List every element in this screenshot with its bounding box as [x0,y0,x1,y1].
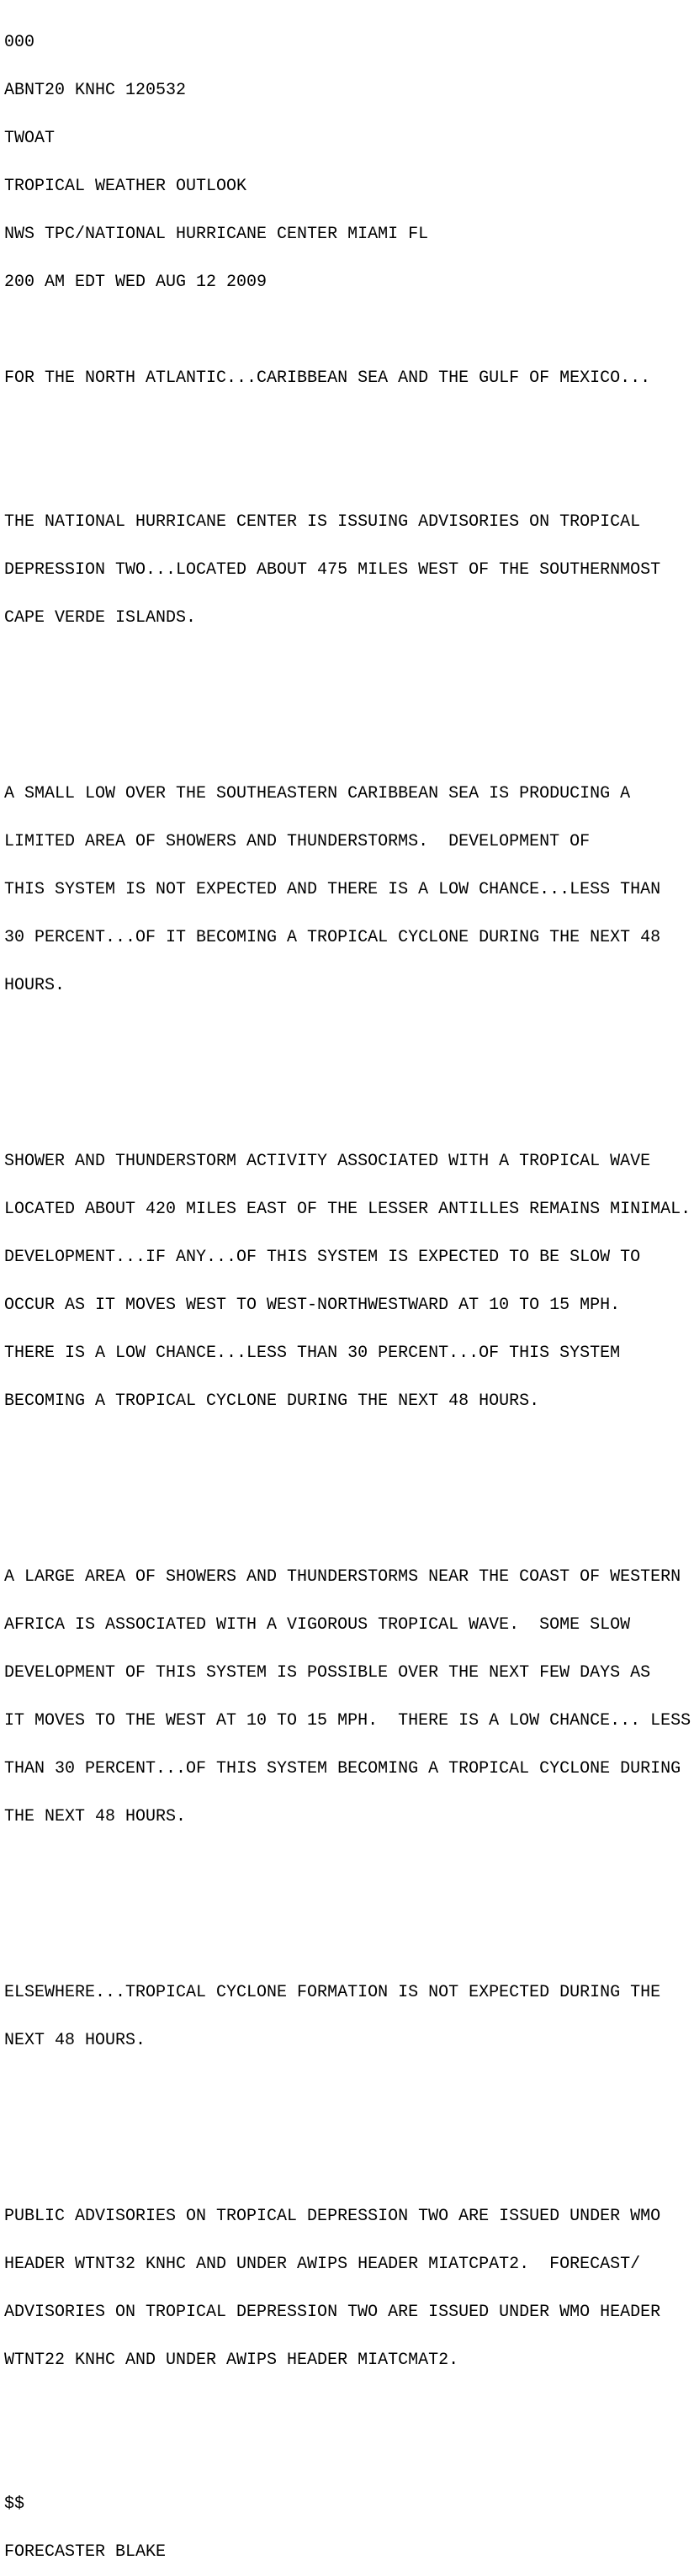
text-line: PUBLIC ADVISORIES ON TROPICAL DEPRESSION TWO ARE ISSUED UNDER WMO [4,2207,661,2226]
text-line: IT MOVES TO THE WEST AT 10 TO 15 MPH. THERE IS A LOW CHANCE... LESS [4,1711,691,1731]
text-line: DEVELOPMENT...IF ANY...OF THIS SYSTEM IS EXPECTED TO BE SLOW TO [4,1248,641,1267]
text-line: CAPE VERDE ISLANDS. [4,608,197,628]
text-line: NEXT 48 HOURS. [4,2031,146,2050]
text-line: LOCATED ABOUT 420 MILES EAST OF THE LESSER ANTILLES REMAINS MINIMAL. [4,1200,691,1219]
text-line: THIS SYSTEM IS NOT EXPECTED AND THERE IS A LOW CHANCE...LESS THAN [4,880,661,899]
paragraph-elsewhere [4,1953,694,2080]
paragraph-africa-wave [4,1537,694,1857]
text-line: HEADER WTNT32 KNHC AND UNDER AWIPS HEADER MIATCPAT2. FORECAST/ [4,2255,641,2274]
paragraph-antilles-wave [4,1121,694,1441]
text-line: AFRICA IS ASSOCIATED WITH A VIGOROUS TROPICAL WAVE. SOME SLOW [4,1615,631,1635]
text-line: ADVISORIES ON TROPICAL DEPRESSION TWO ARE ISSUED UNDER WMO HEADER [4,2303,661,2322]
text-line: THAN 30 PERCENT...OF THIS SYSTEM BECOMING A TROPICAL CYCLONE DURING [4,1759,681,1778]
blank-line [4,1889,694,1905]
wmo-header: ABNT20 KNHC 120532 [4,81,187,100]
text-line: DEVELOPMENT OF THIS SYSTEM IS POSSIBLE OVER THE NEXT FEW DAYS AS [4,1663,651,1683]
text-line: WTNT22 KNHC AND UNDER AWIPS HEADER MIATCMAT2. [4,2351,459,2370]
text-line: THE NEXT 48 HOURS. [4,1807,187,1826]
text-line: BECOMING A TROPICAL CYCLONE DURING THE NEXT 48 HOURS. [4,1391,540,1411]
awips-id: TWOAT [4,129,56,148]
area-statement: FOR THE NORTH ATLANTIC...CARIBBEAN SEA AND THE GULF OF MEXICO... [4,368,651,388]
blank-line [4,690,694,706]
forecaster-signature: FORECASTER BLAKE [4,2542,167,2562]
blank-line [4,322,694,338]
issuing-office: NWS TPC/NATIONAL HURRICANE CENTER MIAMI FL [4,225,429,244]
text-line: A LARGE AREA OF SHOWERS AND THUNDERSTORMS NEAR THE COAST OF WESTERN [4,1567,681,1587]
text-line: OCCUR AS IT MOVES WEST TO WEST-NORTHWESTWARD AT 10 TO 15 MPH. [4,1296,621,1315]
product-header-code: 000 [4,33,35,52]
text-line: HOURS. [4,976,66,995]
blank-line [4,2112,694,2128]
text-line: DEPRESSION TWO...LOCATED ABOUT 475 MILES WEST OF THE SOUTHERNMOST [4,560,661,580]
paragraph-td-two [4,482,694,658]
text-line: SHOWER AND THUNDERSTORM ACTIVITY ASSOCIATED WITH A TROPICAL WAVE [4,1152,651,1171]
paragraph-advisories [4,2176,694,2400]
end-marker: $$ [4,2494,25,2514]
blank-line [4,1057,694,1073]
text-line: THERE IS A LOW CHANCE...LESS THAN 30 PERCENT...OF THIS SYSTEM [4,1344,621,1363]
text-line: ELSEWHERE...TROPICAL CYCLONE FORMATION IS NOT EXPECTED DURING THE [4,1983,661,2002]
paragraph-caribbean-low [4,754,694,1026]
text-line: LIMITED AREA OF SHOWERS AND THUNDERSTORMS. DEVELOPMENT OF [4,832,591,851]
text-line: A SMALL LOW OVER THE SOUTHEASTERN CARIBBEAN SEA IS PRODUCING A [4,784,631,803]
text-line: 30 PERCENT...OF IT BECOMING A TROPICAL CYCLONE DURING THE NEXT 48 [4,928,661,947]
text-line: THE NATIONAL HURRICANE CENTER IS ISSUING ADVISORIES ON TROPICAL [4,512,641,532]
blank-line [4,418,694,434]
blank-line [4,1473,694,1489]
blank-line [4,2432,694,2448]
issue-time: 200 AM EDT WED AUG 12 2009 [4,273,268,292]
product-title: TROPICAL WEATHER OUTLOOK [4,177,247,196]
